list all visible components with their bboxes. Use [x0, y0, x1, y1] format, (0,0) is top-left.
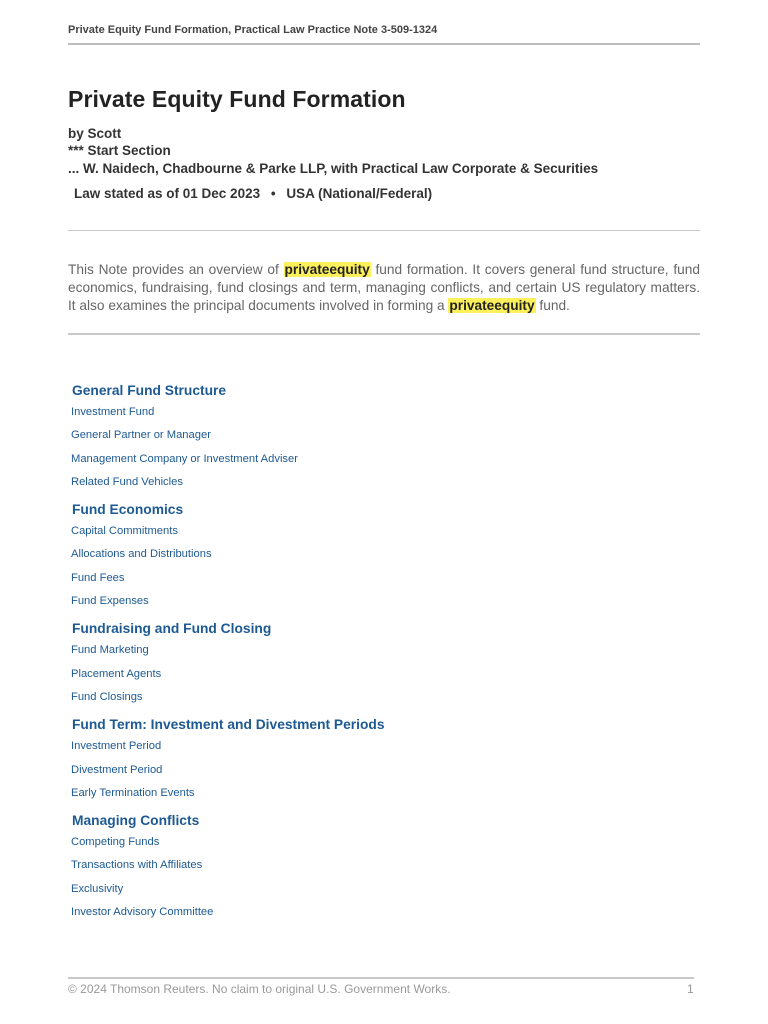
- abstract: [68, 261, 700, 315]
- toc-link[interactable]: Fund Fees: [71, 571, 125, 584]
- toc-link[interactable]: Placement Agents: [71, 667, 162, 680]
- table-of-contents: [71, 381, 671, 928]
- section-marker: *** Start Section: [68, 143, 171, 159]
- toc-link[interactable]: Fund Expenses: [71, 595, 149, 608]
- toc-section-heading[interactable]: Fund Economics: [72, 502, 184, 518]
- toc-link[interactable]: Investment Fund: [71, 406, 155, 418]
- search-highlight: privateequity: [449, 298, 535, 313]
- divider: [68, 230, 700, 231]
- page-title: Private Equity Fund Formation: [68, 86, 406, 112]
- divider: [68, 333, 700, 335]
- toc-link[interactable]: Related Fund Vehicles: [71, 475, 183, 488]
- footer-divider: [68, 977, 694, 979]
- toc-link[interactable]: Allocations and Distributions: [71, 548, 212, 561]
- abstract-text: This Note provides an overview of: [68, 262, 284, 277]
- document-meta: [74, 186, 432, 201]
- toc-link[interactable]: Competing Funds: [71, 836, 160, 849]
- toc-link[interactable]: Early Termination Events: [71, 786, 195, 799]
- author-line: by Scott: [68, 126, 122, 141]
- meta-separator: •: [270, 186, 276, 201]
- toc-section-heading[interactable]: Fundraising and Fund Closing: [72, 621, 272, 637]
- jurisdiction: USA (National/Federal): [286, 186, 433, 201]
- toc-link[interactable]: Investment Period: [71, 740, 162, 753]
- copyright-notice: © 2024 Thomson Reuters. No claim to original U.S. Government Works.: [68, 982, 451, 996]
- toc-link[interactable]: Management Company or Investment Adviser: [71, 452, 298, 465]
- toc-section-heading[interactable]: General Fund Structure: [72, 383, 227, 398]
- header-divider: [68, 43, 700, 45]
- abstract-text: fund formation. It covers general fund structure, fund economics, fundraising, fund closings and term, managing conflicts, and certain US regulatory matters. It also examines the principal documents involved in forming a: [68, 262, 700, 313]
- abstract-text: fund.: [535, 298, 570, 313]
- toc-link[interactable]: Capital Commitments: [71, 525, 178, 538]
- toc-link[interactable]: Transactions with Affiliates: [71, 859, 203, 872]
- law-stated-date: Law stated as of 01 Dec 2023: [74, 186, 261, 201]
- toc-section-heading[interactable]: Fund Term: Investment and Divestment Periods: [72, 717, 385, 733]
- toc-link[interactable]: Investor Advisory Committee: [71, 906, 214, 919]
- author-block: [68, 125, 598, 177]
- author-line: ... W. Naidech, Chadbourne & Parke LLP, with Practical Law Corporate & Securities: [68, 160, 599, 176]
- toc-link[interactable]: Divestment Period: [71, 763, 163, 776]
- toc-section-heading[interactable]: Managing Conflicts: [72, 813, 200, 829]
- toc-link[interactable]: Fund Marketing: [71, 644, 149, 657]
- toc-link[interactable]: General Partner or Manager: [71, 429, 211, 442]
- running-head: Private Equity Fund Formation, Practical Law Practice Note 3-509-1324: [68, 24, 438, 36]
- page-number: 1: [687, 982, 694, 996]
- toc-link[interactable]: Fund Closings: [71, 690, 143, 703]
- toc-link[interactable]: Exclusivity: [71, 882, 124, 895]
- search-highlight: privateequity: [284, 262, 370, 277]
